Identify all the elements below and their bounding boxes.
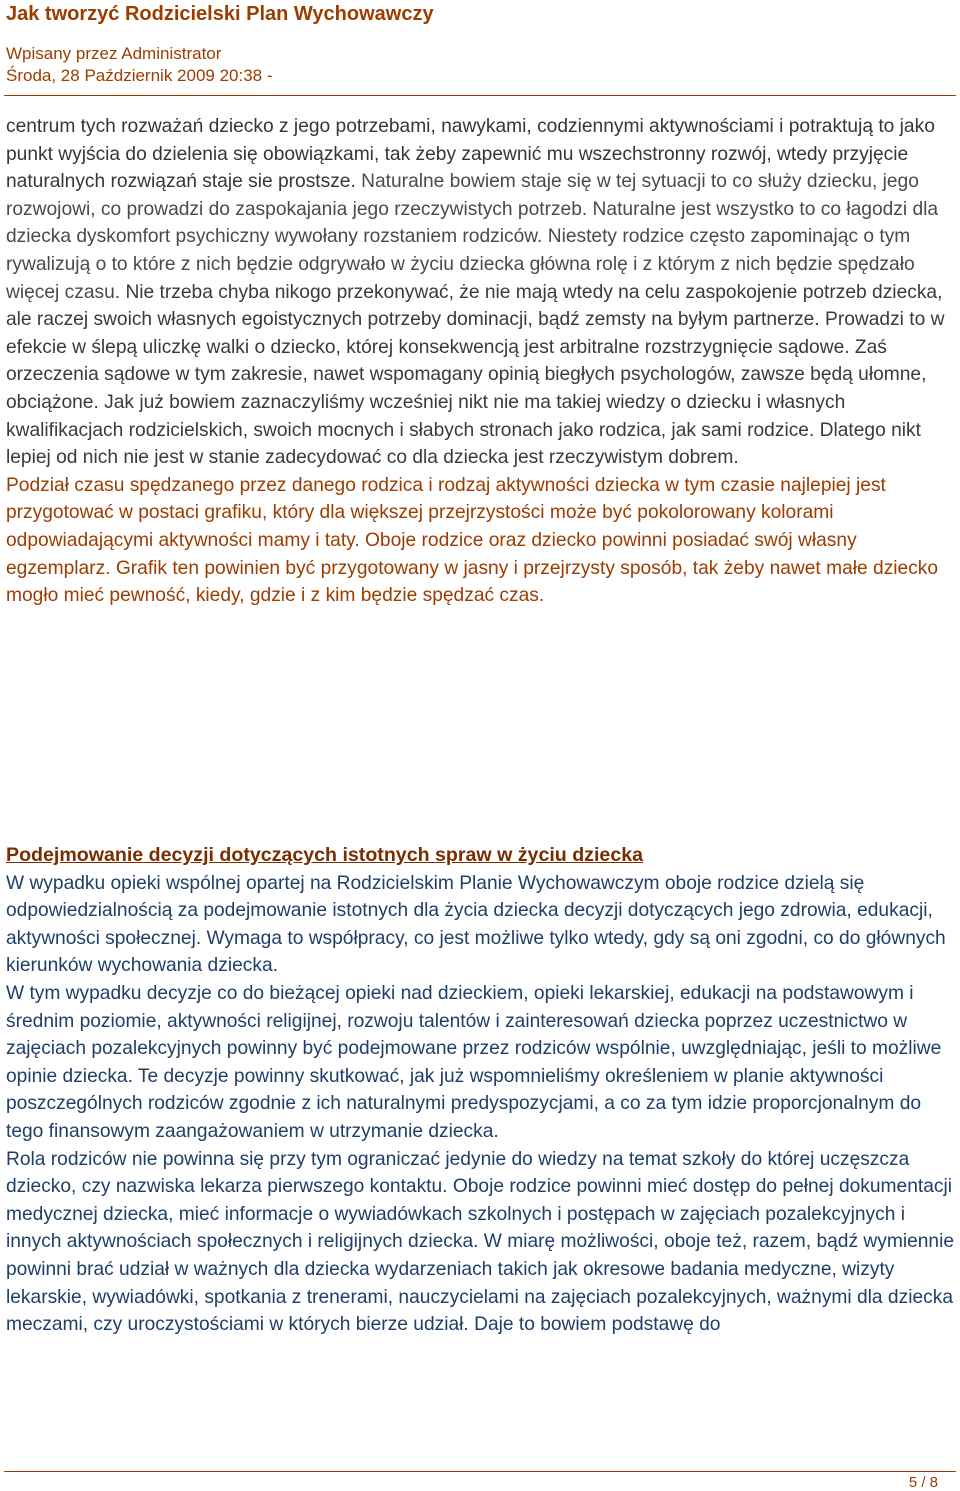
decision-section [6, 842, 956, 1339]
article-date: Środa, 28 Październik 2009 20:38 - [6, 66, 273, 85]
section-heading: Podejmowanie decyzji dotyczących istotnych spraw w życiu dziecka [6, 844, 644, 866]
page-number: 5 / 8 [908, 1474, 938, 1491]
article-body [6, 113, 956, 610]
section-paragraph-1: W wypadku opieki wspólnej opartej na Rodzicielskim Planie Wychowawczym oboje rodzice dzielą się odpowiedzialnością za podejmowanie istotnych dla życia dziecka decyzji dotyczących jego zdrowia, edukacji, aktywności społecznej. Wymaga to współpracy, co jest możliwe tylko wtedy, gdy są oni zgodni, co do głównych kierunków wychowania dziecka. [6, 872, 946, 977]
section-paragraph-2: W tym wypadku decyzje co do bieżącej opieki nad dzieckiem, opieki lekarskiej, edukacji na podstawowym i średnim poziomie, aktywności religijnej, rozwoju talentów i zainteresowań dziecka poprzez uczestnictwo w zajęciach pozalekcyjnych powinny być podejmowane przez rodziców wspólnie, uwzględniając, jeśli to możliwe opinie dziecka. Te decyzje powinny skutkować, jak już wspomnieliśmy określeniem w planie aktywności poszczególnych rodziców zgodnie z ich naturalnymi predyspozycjami, a co za tym idzie proporcjonalnym do tego finansowym zaangażowaniem w utrzymanie dziecka. [6, 982, 942, 1142]
article-author: Wpisany przez Administrator [6, 44, 222, 63]
page-title: Jak tworzyć Rodzicielski Plan Wychowawczy [6, 3, 434, 25]
body-paragraph-1-part-1: centrum tych rozważań dziecko z jego potrzebami, nawykami, codziennymi aktywnościami i potraktują to jako punkt wyjścia do dzielenia się obowiązkami, tak żeby zapewnić mu wszechstronny rozwój, wtedy przyjęcie naturalnych rozwiązań staje sie prostsze. [6, 116, 935, 193]
header-divider [4, 95, 956, 96]
page-header [6, 0, 956, 86]
body-paragraph-1-part-2: Naturalne bowiem staje się w tej sytuacji to co służy dziecku, jego rozwojowi, co prowadzi do zaspokajania jego rzeczywistych potrzeb. Naturalne jest wszystko to co łagodzi dla dziecka dyskomfort psychiczny wywołany rozstaniem rodziców. Niestety rodzice często zapominając o tym rywalizują o to które z nich będzie odgrywało w życiu dziecka główna rolę i z którym z nich będzie spędzało więcej czasu. [6, 171, 939, 303]
body-paragraph-2: Podział czasu spędzanego przez danego rodzica i rodzaj aktywności dziecka w tym czasie najlepiej jest przygotować w postaci grafiku, który dla większej przejrzystości może być pokolorowany kolorami odpowiadającymi aktywności mamy i taty. Oboje rodzice oraz dziecko powinni posiadać swój własny egzemplarz. Grafik ten powinien być przygotowany w jasny i przejrzysty sposób, tak żeby nawet małe dziecko mogło mieć pewność, kiedy, gdzie i z kim będzie spędzać czas. [6, 474, 939, 607]
body-paragraph-1-part-3: Nie trzeba chyba nikogo przekonywać, że nie mają wtedy na celu zaspokojenie potrzeb dziecka, ale raczej swoich własnych egoistycznych potrzeby dominacji, bądź zemsty na byłym partnerze. Prowadzi to w efekcie w ślepą uliczkę walki o dziecko, której konsekwencją jest arbitralne rozstrzygnięcie sądowe. Zaś orzeczenia sądowe w tym zakresie, nawet wspomagany opinią biegłych psychologów, zawsze będą ułomne, obciążone. Jak już bowiem zaznaczyliśmy wcześniej nikt nie ma takiej wiedzy o dziecku i własnych kwalifikacjach rodzicielskich, swoich mocnych i słabych stronach jako rodzica, jak sami rodzice. Dlatego nikt lepiej od nich nie jest w stanie zadecydować co dla dziecka jest rzeczywistym dobrem. [6, 281, 945, 469]
footer-divider [4, 1471, 956, 1472]
section-paragraph-3: Rola rodziców nie powinna się przy tym ograniczać jedynie do wiedzy na temat szkoły do której uczęszcza dziecko, czy nazwiska lekarza pierwszego kontaktu. Oboje rodzice powinni mieć dostęp do pełnej dokumentacji medycznej dziecka, mieć informacje o wywiadówkach szkolnych i postępach w zajęciach pozalekcyjnych i innych aktywnościach społecznych i religijnych dziecka. W miarę możliwości, oboje też, razem, bądź wymiennie powinni brać udział w ważnych dla dziecka wydarzeniach takich jak okresowe badania medyczne, wizyty lekarskie, wywiadówki, spotkania z trenerami, nauczycielami na zajęciach pozalekcyjnych, ważnymi dla dziecka meczami, czy uroczystościami w których bierze udział. Daje to bowiem podstawę do [6, 1148, 955, 1336]
body-paragraph-1 [6, 113, 956, 472]
